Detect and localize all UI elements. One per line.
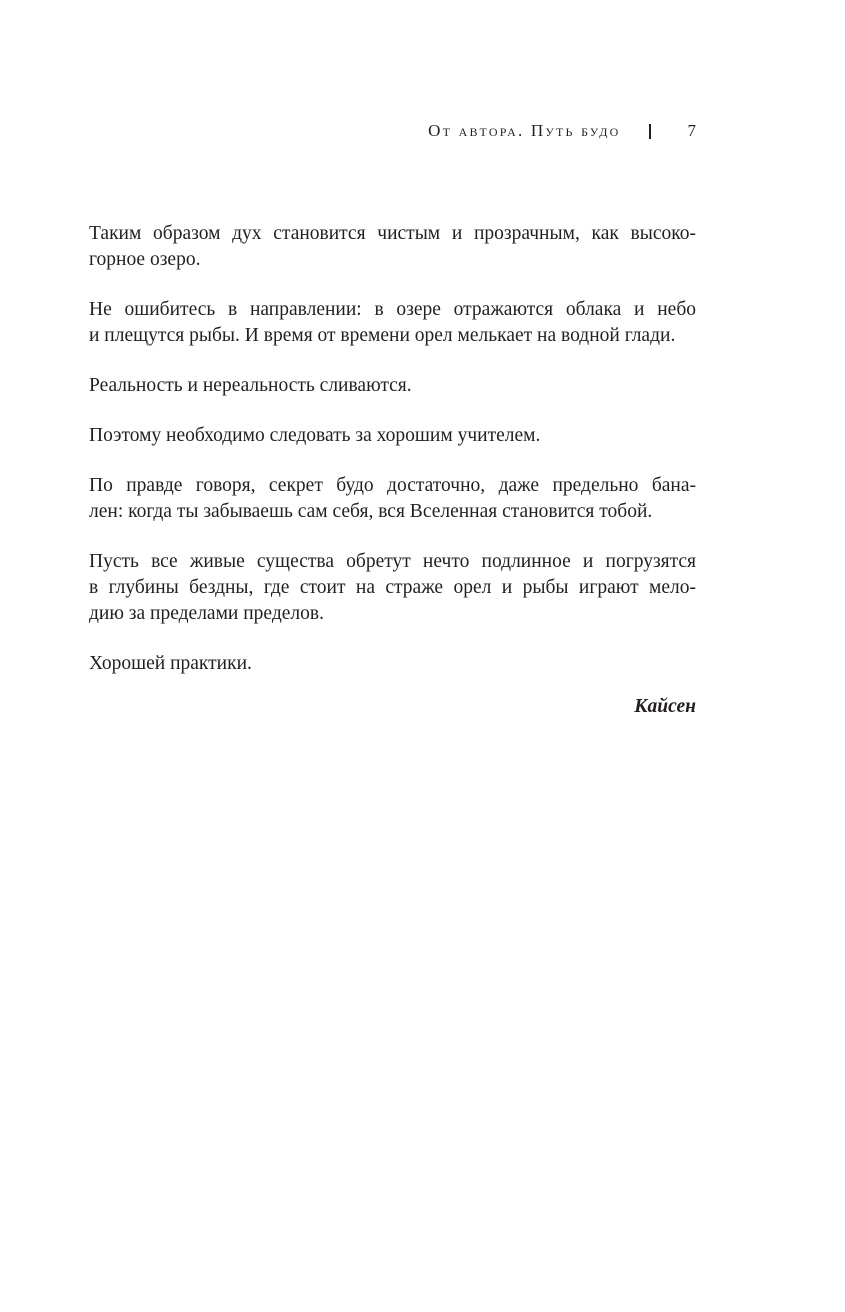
text-line: горное озеро. <box>89 249 201 270</box>
body-text <box>89 221 696 701</box>
paragraph <box>89 473 696 525</box>
text-line: Поэтому необходимо следовать за хорошим учителем. <box>89 425 541 446</box>
paragraph <box>89 423 696 449</box>
text-line: Реальность и нереальность сливаются. <box>89 375 412 396</box>
text-line: Не ошибитесь в направлении: в озере отражаются облака и небо <box>89 299 696 320</box>
paragraph <box>89 297 696 349</box>
text-line: лен: когда ты забываешь сам себя, вся Вселенная становится тобой. <box>89 501 653 522</box>
text-line: Пусть все живые существа обретут нечто подлинное и погрузятся <box>89 551 696 572</box>
paragraph <box>89 549 696 627</box>
text-line: Хорошей практики. <box>89 653 252 674</box>
paragraph <box>89 221 696 273</box>
page-number: 7 <box>687 121 696 140</box>
text-line: и плещутся рыбы. И время от времени орел мелькает на водной глади. <box>89 325 676 346</box>
author-signature: Кайсен <box>634 696 696 717</box>
text-line: По правде говоря, секрет будо достаточно, даже предельно бана- <box>89 475 696 496</box>
paragraph <box>89 651 696 677</box>
text-line: в глубины бездны, где стоит на страже орел и рыбы играют мело- <box>89 577 696 598</box>
text-line: дию за пределами пределов. <box>89 603 324 624</box>
paragraph <box>89 373 696 399</box>
header-title: От автора. Путь будо <box>428 121 621 140</box>
text-line: Таким образом дух становится чистым и прозрачным, как высоко- <box>89 223 696 244</box>
header-separator <box>649 124 651 139</box>
running-header <box>428 120 696 142</box>
